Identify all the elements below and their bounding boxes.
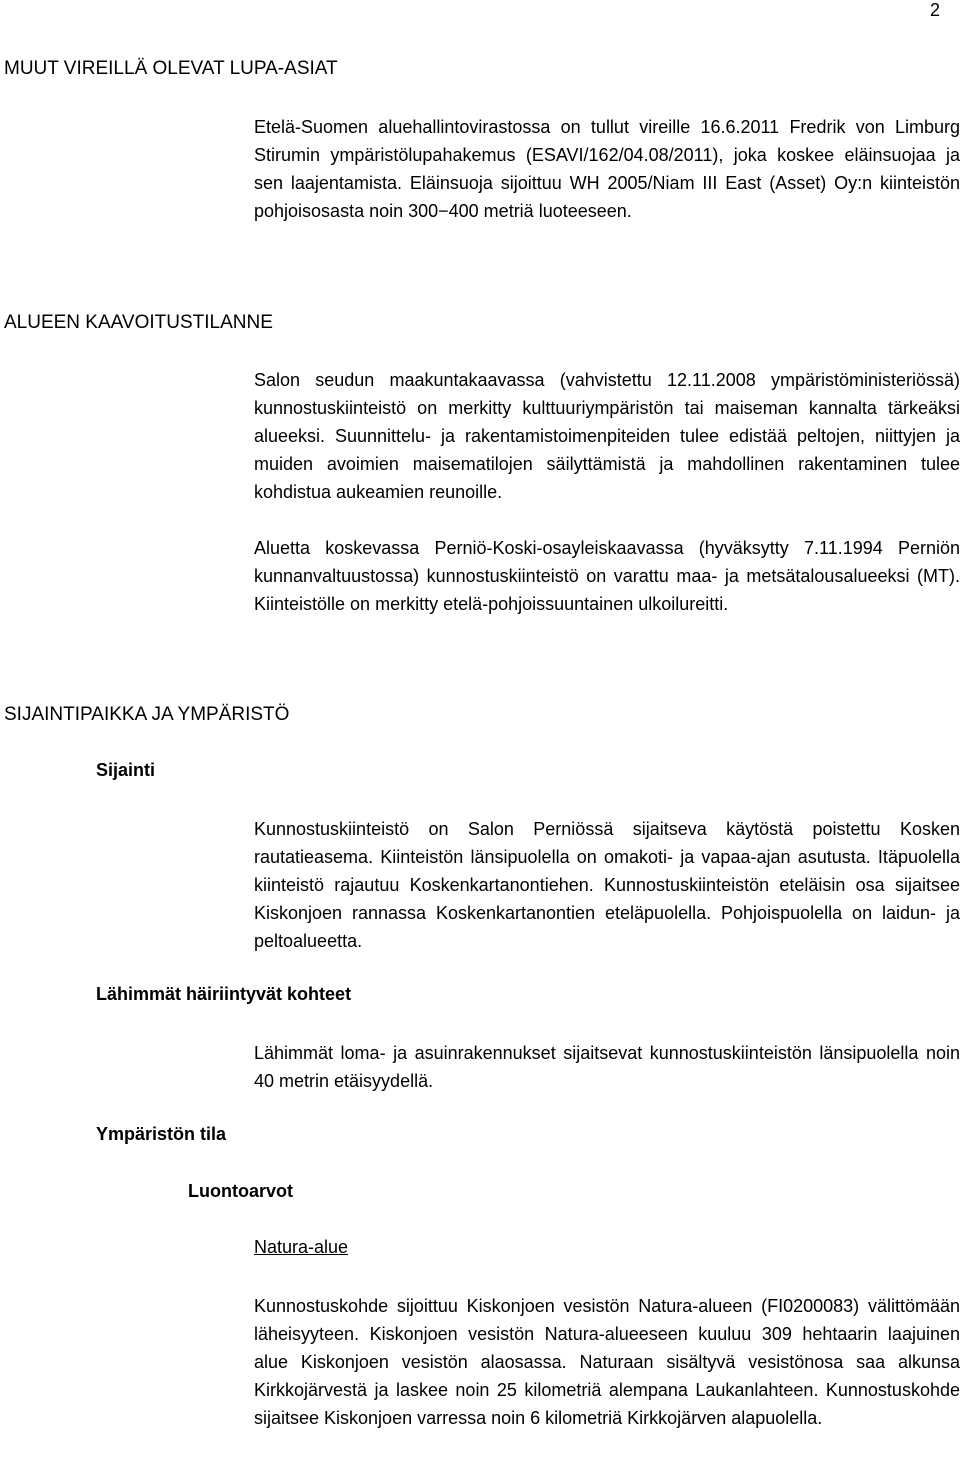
heading-natura-area: Natura-alue bbox=[254, 1237, 349, 1257]
paragraph-sensitive-sites: Lähimmät loma- ja asuinrakennukset sijaitsevat kunnostuskiinteistön länsipuolella noin 40 metrin etäisyydellä. bbox=[254, 1043, 960, 1091]
heading-location-environment: SIJAINTIPAIKKA JA YMPÄRISTÖ bbox=[4, 704, 290, 725]
paragraph-pending-permits: Etelä-Suomen aluehallintovirastossa on tullut vireille 16.6.2011 Fredrik von Limburg Stirumin ympäristölupahakemus (ESAVI/162/04.08/2011), joka koskee eläinsuojaa ja sen laajentamista. Eläinsuoja sijoittuu WH 2005/Niam III East (Asset) Oy:n kiinteistön pohjoisosasta noin 300−400 metriä luoteeseen. bbox=[254, 117, 960, 221]
page-number: 2 bbox=[930, 0, 941, 20]
heading-pending-permits: MUUT VIREILLÄ OLEVAT LUPA-ASIAT bbox=[4, 58, 338, 79]
paragraph-zoning-regional-plan: Salon seudun maakuntakaavassa (vahvistettu 12.11.2008 ympäristöministeriössä) kunnostuskiinteistö on merkitty kulttuuriympäristön tai maiseman kannalta tärkeäksi alueeksi. Suunnittelu- ja rakentamistoimenpiteiden tulee edistää peltojen, niittyjen ja muiden avoimien maisematilojen säilyttämistä ja mahdollinen rakentaminen tulee kohdistua aukeamien reunoille. bbox=[254, 370, 960, 502]
heading-location: Sijainti bbox=[96, 760, 156, 780]
heading-nature-values: Luontoarvot bbox=[188, 1181, 293, 1201]
paragraph-location: Kunnostuskiinteistö on Salon Perniössä sijaitseva käytöstä poistettu Kosken rautatieasema. Kiinteistön länsipuolella on omakoti- ja vapaa-ajan asutusta. Itäpuolella kiinteistö rajautuu Koskenkartanontiehen. Kunnostuskiinteistön eteläisin osa sijaitsee Kiskonjoen rannassa Koskenkartanontien eteläpuolella. Pohjoispuolella on laidun- ja peltoalueetta. bbox=[254, 819, 960, 951]
paragraph-natura-area: Kunnostuskohde sijoittuu Kiskonjoen vesistön Natura-alueen (FI0200083) välittömään läheisyyteen. Kiskonjoen vesistön Natura-alueeseen kuuluu 309 hehtaarin laajuinen alue Kiskonjoen vesistön alaosassa. Naturaan sisältyvä vesistönosa saa alkunsa Kirkkojärvestä ja laskee noin 25 kilometriä alempana Laukanlahteen. Kunnostuskohde sijaitsee Kiskonjoen varressa noin 6 kilometriä Kirkkojärven alapuolella. bbox=[254, 1296, 960, 1428]
heading-sensitive-sites: Lähimmät häiriintyvät kohteet bbox=[96, 984, 352, 1004]
paragraph-zoning-master-plan: Aluetta koskevassa Perniö-Koski-osayleiskaavassa (hyväksytty 7.11.1994 Perniön kunnanvaltuustossa) kunnostuskiinteistö on varattu maa- ja metsätalousalueeksi (MT). Kiinteistölle on merkitty etelä-pohjoissuuntainen ulkoilureitti. bbox=[254, 538, 960, 614]
heading-environment-state: Ympäristön tila bbox=[96, 1124, 227, 1144]
heading-zoning: ALUEEN KAAVOITUSTILANNE bbox=[4, 312, 273, 333]
